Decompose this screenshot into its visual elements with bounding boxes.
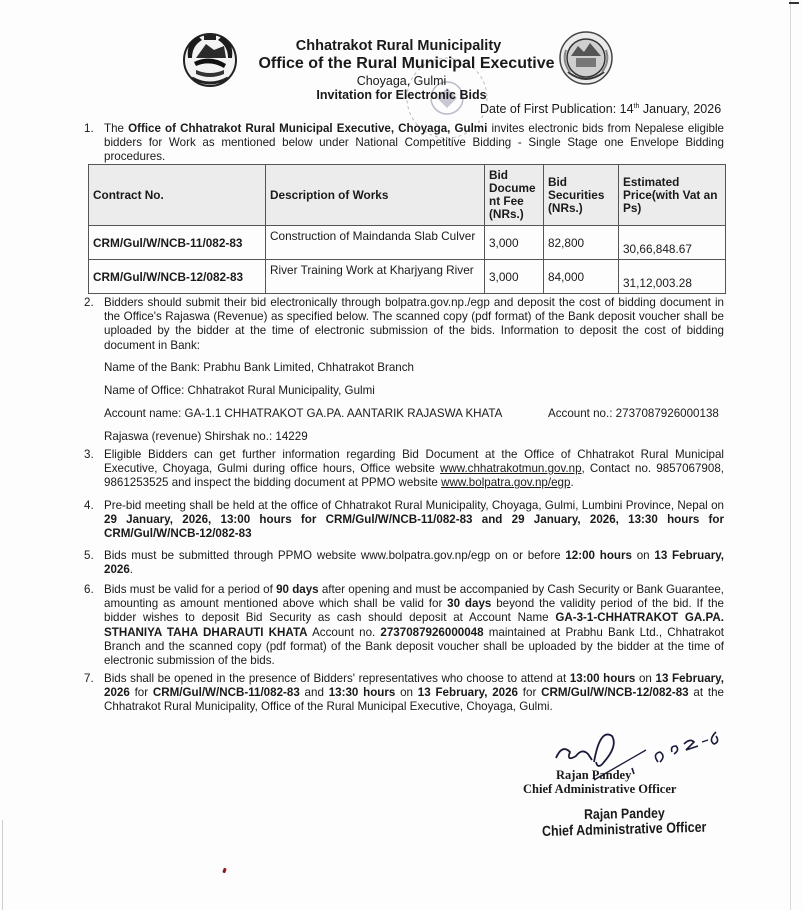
office-name: Office of the Rural Municipal Executive [258, 55, 555, 72]
table-row [89, 260, 726, 294]
clause-text [104, 549, 724, 577]
clause-text: Bidders should submit their bid electronically through bolpatra.gov.np./egp and deposit the cost of bidding document in the Office's Rajaswa (Revenue) as specified below. The scanned copy (pdf format) of the Bank deposit voucher shall be uploaded by the bidder at the time of electronic submission of the bids. Information to deposit the cost of bidding document in Bank: [104, 296, 724, 352]
text-run: for [129, 686, 153, 700]
text-run: Pre-bid meeting shall be held at the office of Chhatrakot Rural Municipality, Choyaga, Gulmi, Lumbini Province, Nepal on [104, 499, 724, 512]
column-header-fee: Bid Docume nt Fee (NRs.) [485, 165, 544, 226]
text-run: at the Chhatrakot Rural Municipality, Office of the Rural Municipal Executive, Choyaga, Gulmi. [104, 686, 724, 714]
revenue-shirshak: Rajaswa (revenue) Shirshak no.: 14229 [104, 430, 308, 443]
ink-mark [222, 868, 227, 874]
bold-run: Office of Chhatrakot Rural Municipal Executive, Choyaga, Gulmi [128, 122, 488, 135]
clause-text [104, 672, 724, 715]
clause-3 [84, 448, 724, 491]
notice-title: Invitation for Electronic Bids [316, 88, 487, 102]
cell-description: River Training Work at Kharjyang River [266, 260, 485, 294]
column-header-security: Bid Securities (NRs.) [544, 165, 619, 226]
office-name-detail: Name of Office: Chhatrakot Rural Municipality, Gulmi [104, 384, 375, 397]
text-run: Account no. [307, 625, 381, 639]
text-run: and [299, 686, 329, 700]
column-header-price: Estimated Price(with Vat an Ps) [619, 165, 726, 226]
publication-date-label: Date of First Publication: 14 [480, 102, 634, 116]
clause-text [104, 583, 724, 668]
scan-edge [790, 0, 791, 910]
cell-security: 84,000 [544, 260, 619, 294]
clause-4 [84, 499, 724, 542]
bold-run: CRM/Gul/W/NCB-11/082-83 [152, 686, 300, 700]
table-header-row [89, 165, 726, 226]
text-run: invites electronic bids from Nepalese eligible bidders for Work as mentioned below under National Competitive Bidding - Single Stage one Envelope Bidding procedures. [104, 122, 725, 164]
bold-run: 13 February, 2026 [417, 686, 518, 700]
publication-date [480, 102, 721, 116]
text-run: after opening and must be accompanied by Cash Security or Bank Guarantee, amounting as amount mentioned above which shall be valid for [104, 583, 725, 611]
cell-contract: CRM/Gul/W/NCB-12/082-83 [89, 260, 266, 294]
text-run: Bids must be valid for a period of [104, 583, 277, 596]
bold-run: 29 January, 2026, 13:00 hours for CRM/Gul/W/NCB-11/082-83 and 29 January, 2026, 13:30 hours for CRM/Gul/W/NCB-12/082-83 [104, 513, 724, 541]
text-run: beyond the validity period of the bid. If the bidder wishes to deposit Bid Security as cash should deposit at Account Name [104, 597, 724, 625]
cell-fee: 3,000 [485, 226, 544, 260]
bold-run: 13 February, 2026 [104, 549, 725, 577]
text-run: . [570, 476, 574, 490]
text-run: The [104, 122, 129, 135]
office-location: Choyaga, Gulmi [356, 74, 447, 88]
bold-run: 90 days [276, 583, 319, 596]
municipality-name: Chhatrakot Rural Municipality [295, 38, 502, 54]
cell-fee: 3,000 [485, 260, 544, 294]
scan-edge [2, 820, 3, 910]
cell-price: 30,66,848.67 [619, 226, 726, 260]
text-run: . [129, 563, 134, 577]
clause-number: 3. [84, 448, 94, 461]
bank-name: Name of the Bank: Prabhu Bank Limited, Chhatrakot Branch [104, 361, 414, 374]
bold-run: GA-3-1-CHHATRAKOT GA.PA. STHANIYA TAHA DHARAUTI KHATA [104, 611, 724, 639]
clause-2 [84, 296, 724, 353]
cell-price: 31,12,003.28 [619, 260, 726, 294]
clause-number: 1. [84, 122, 94, 135]
account-name: Account name: GA-1.1 CHHATRAKOT GA.PA. AANTARIK RAJASWA KHATA [104, 407, 503, 420]
bids-table [88, 164, 726, 294]
municipality-website-link[interactable]: www.chhatrakotmun.gov.np [439, 462, 582, 476]
clause-7 [84, 672, 724, 715]
publication-date-suffix: th [633, 102, 640, 110]
ppmo-website-link[interactable]: www.bolpatra.gov.np/egp [441, 476, 571, 490]
text-run: , Contact no. 9857067908, 9861253525 and inspect the bidding document at PPMO website [104, 462, 724, 490]
text-run: Eligible Bidders can get further information regarding Bid Document at the Office of Chhatrakot Rural Municipal Executive, Choyaga, Gulmi during office hours, Office website [104, 448, 724, 476]
text-run: maintained at Prabhu Bank Ltd., Chhatrakot Branch and the scanned copy (pdf format) of the Bank deposit voucher shall be uploaded by the bidder at the time of electronic submission of the bids. [104, 625, 724, 668]
bold-run: CRM/Gul/W/NCB-12/082-83 [541, 686, 689, 700]
bold-run: 2737087926000048 [380, 625, 484, 639]
clause-1 [84, 122, 724, 165]
clause-number: 7. [84, 672, 94, 685]
clause-number: 5. [84, 549, 94, 562]
cell-contract: CRM/Gul/W/NCB-11/082-83 [89, 226, 266, 260]
text-run: on [635, 672, 656, 685]
bold-run: 13 February, 2026 [104, 672, 724, 700]
clause-6 [84, 583, 724, 668]
text-run: on [395, 686, 418, 700]
clause-number: 4. [84, 499, 94, 512]
bold-run: 13:00 hours [569, 672, 636, 685]
column-header-contract: Contract No. [89, 165, 266, 226]
cell-description: Construction of Maindanda Slab Culver [266, 226, 485, 260]
signatory-title: Chief Administrative Officer [523, 782, 677, 796]
clause-number: 2. [84, 296, 94, 309]
bold-run: 13:30 hours [328, 686, 396, 700]
clause-text [104, 122, 724, 165]
cell-security: 82,800 [544, 226, 619, 260]
clause-5 [84, 549, 724, 577]
signatory-name: Rajan Pandey [556, 768, 632, 782]
account-number: Account no.: 2737087926000138 [548, 407, 719, 420]
signatory-title-stamp: Chief Administrative Officer [541, 819, 707, 840]
clause-number: 6. [84, 583, 94, 596]
scan-mark [789, 2, 799, 4]
text-run: Bids shall be opened in the presence of Bidders' representatives who choose to attend at [104, 672, 570, 685]
bold-run: 30 days [447, 597, 492, 611]
table-row [89, 226, 726, 260]
clause-text [104, 499, 724, 542]
text-run: for [518, 686, 542, 700]
publication-date-rest: January, 2026 [639, 102, 722, 116]
text-run: on [631, 549, 655, 562]
clause-text [104, 448, 724, 491]
column-header-description: Description of Works [266, 165, 485, 226]
bold-run: 12:00 hours [565, 549, 632, 562]
text-run: Bids must be submitted through PPMO website www.bolpatra.gov.np/egp on or before [104, 549, 566, 562]
signatory-name-stamp: Rajan Pandey [583, 804, 665, 822]
